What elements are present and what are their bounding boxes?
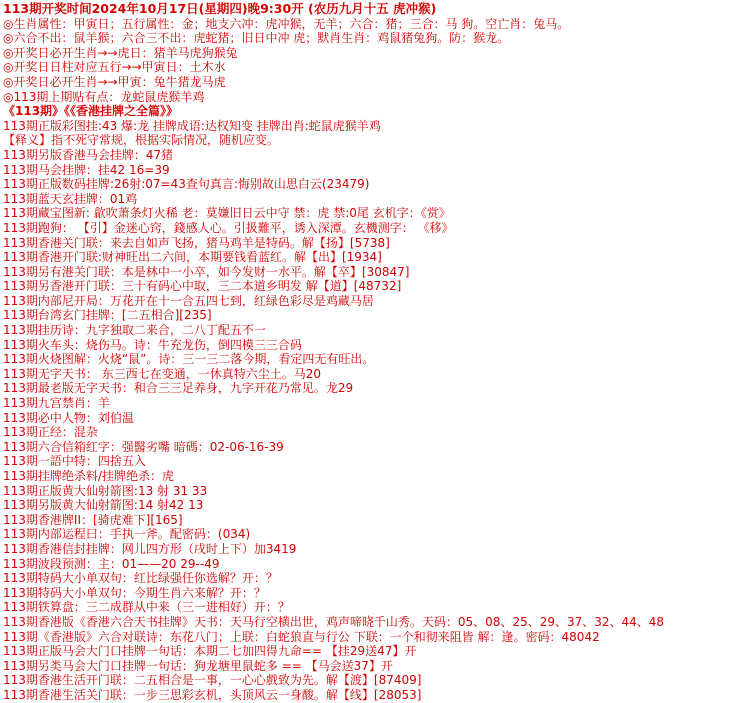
document-line: 113期特码大小单双句：红比绿强任你选解？开：？ [3, 571, 278, 586]
document-line: 113期蓝天玄挂牌：01鸡 [3, 191, 138, 206]
document-line: 113期香港牌ⅠⅠ：[骑虎难下][165] [3, 512, 183, 527]
document-line: 113期另版黄大仙射箭图:14 射42 13 [3, 498, 204, 513]
document-line: 113期香港开门联:财神旺出二六间，本期要钱看蓝红。解【出】[1934] [3, 250, 382, 265]
document-line: 113期正版黄大仙射箭图:13 射 31 33 [3, 483, 208, 498]
document-line: 113期正经：混杂 [3, 425, 98, 440]
document-line: 113期无字天书： 东三西七在变通，一休真特六尘土。马20 [3, 366, 321, 381]
document-line: 113期六合信箱红字：强醫劣嘴 暗碼：02-06-16-39 [3, 439, 284, 454]
document-line: ◎六合不出：鼠羊猴；六合三不出：虎蛇猪；旧日中冲 虎；默肖生肖：鸡鼠猪兔狗。防：猴龙。 [3, 31, 510, 46]
document-line: ◎开奖日必开生肖→→甲寅：兔牛猪龙马虎 [3, 74, 226, 89]
document-line: 113期最老版无字天书：和合三三足养身，九字开花乃常见。龙29 [3, 381, 354, 396]
document-line: 113期火车头：烧伤马。诗：牛充龙伤，倒四模三三合码 [3, 337, 302, 352]
document-line: 113期台湾玄门挂牌：[二五相合][235] [3, 308, 212, 323]
document-line: 113期马会挂牌：挂42 16=39 [3, 162, 170, 177]
document-line: 113期另香港开门联：三十有码心中取，三二本道乡明发 解【道】[48732] [3, 279, 402, 294]
document-line: 113期波段预测：主：01——20 29--49 [3, 556, 220, 571]
document-line: 113期挂历诗：九字独取二来合，二八丁配五不一 [3, 323, 266, 338]
document-line: 113期内部尼开局：万花开在十一合五四七到，红绿色彩尽是鸡藏马居 [3, 293, 374, 308]
document-line: 113期必中人物：刘伯温 [3, 410, 134, 425]
document-line: 113期火烧图解：火烧“鼠”。诗：三一三二落今期，看定四无有旺出。 [3, 352, 375, 367]
document-line: 113期《香港版》六合对联诗：东花八门；上联：白蛇狼直与行公 下联：一个和彻来阻皆 解：逢。密码：48042 [3, 629, 600, 644]
document-line: 113期另有港关门联：本是林中一小卒，如今发财一水平。解【卒】[30847] [3, 264, 410, 279]
document-line: 113期跑狗： 【引】金迷心窍，錢感人心。引扱難平，诱入深潭。玄機测字： 《移》 [3, 220, 454, 235]
document-line: 113期特码大小单双句：今期生肖六来解？开：？ [3, 585, 266, 600]
document-line: 113期藏宝图新: 歙吹萧条灯火稀 老：莫嫌旧日云中守 禁：虎 禁:0尾 玄机字：《赏》 [3, 206, 451, 221]
document-line: 113期香港关门联：来去自如声飞扬，猪马鸡羊是特码。解【扬】[5738] [3, 235, 390, 250]
document-line: 113期九宫禁肖：羊 [3, 396, 110, 411]
document-line: ◎开奖日日柱对应五行→→甲寅日：土木水 [3, 60, 226, 75]
document-line: 113期另版香港马会挂牌：47猪 [3, 147, 174, 162]
document-line: 113期内部运程曰：手执一斧。配密码：(034) [3, 527, 251, 542]
document-line: 《113期》《《香港挂牌之全篇》》 [3, 104, 179, 119]
document-line: 【释义】指不死守常规，根据实际情况，随机应变。 [3, 133, 280, 148]
document-line: 113期香港版《香港六合天书挂牌》天书：天马行空横出世，鸡声啼晓千山秀。天码：05、08、25、29、37、32、44、48 [3, 614, 665, 629]
document-line: 113期香港信封挂牌：网儿四方形（戌时上下）加3419 [3, 541, 297, 556]
document-line: 113期挂牌绝杀料/挂牌绝杀：虎 [3, 469, 174, 483]
document-line: 113期另类马会大门口挂牌一句话：狗龙塘里鼠蛇多 == 【马会送37】开 [3, 658, 393, 673]
document-line: 113期正版数码挂牌:26射:07=43查句真言:悔别故山思白云(23479) [3, 177, 370, 192]
document-line: 113期正版马会大门口挂牌一句话：本期二七加四得九命== 【挂29送47】开 [3, 644, 417, 659]
document-title-line: 113期开奖时间2024年10月17日(星期四)晚9:30开 (农历九月十五 虎冲猴) [3, 1, 437, 16]
document-line: 113期香港生活关门联：一步三思彩玄机，头顶风云一身酸。解【线】[28053] [3, 687, 422, 702]
document-line: 113期正版彩图挂:43 爆:龙 挂牌成语:达权知变 挂牌出肖:蛇鼠虎猴羊鸡 [3, 118, 381, 133]
document-line: ◎生肖属性：甲寅日；五行属性：金；地支六冲：虎冲猴，无羊；六合：猪；三合：马 狗。空亡肖：兔马。 [3, 16, 570, 31]
document-line: ◎开奖日必开生肖→→虎日：猪羊马虎狗猴兔 [3, 45, 238, 60]
document-line: 113期香港生活开门联：二五相合是一事，一心心戲致为先。解【渡】[87409] [3, 673, 422, 688]
document-line: 113期铁算盘：三二成群从中来（三一进相好）开：？ [3, 600, 290, 615]
document-line: ◎113期上期贴有点：龙蛇鼠虎猴羊鸡 [3, 89, 205, 104]
document-line: 113期一語中特：四捨五入 [3, 454, 146, 469]
